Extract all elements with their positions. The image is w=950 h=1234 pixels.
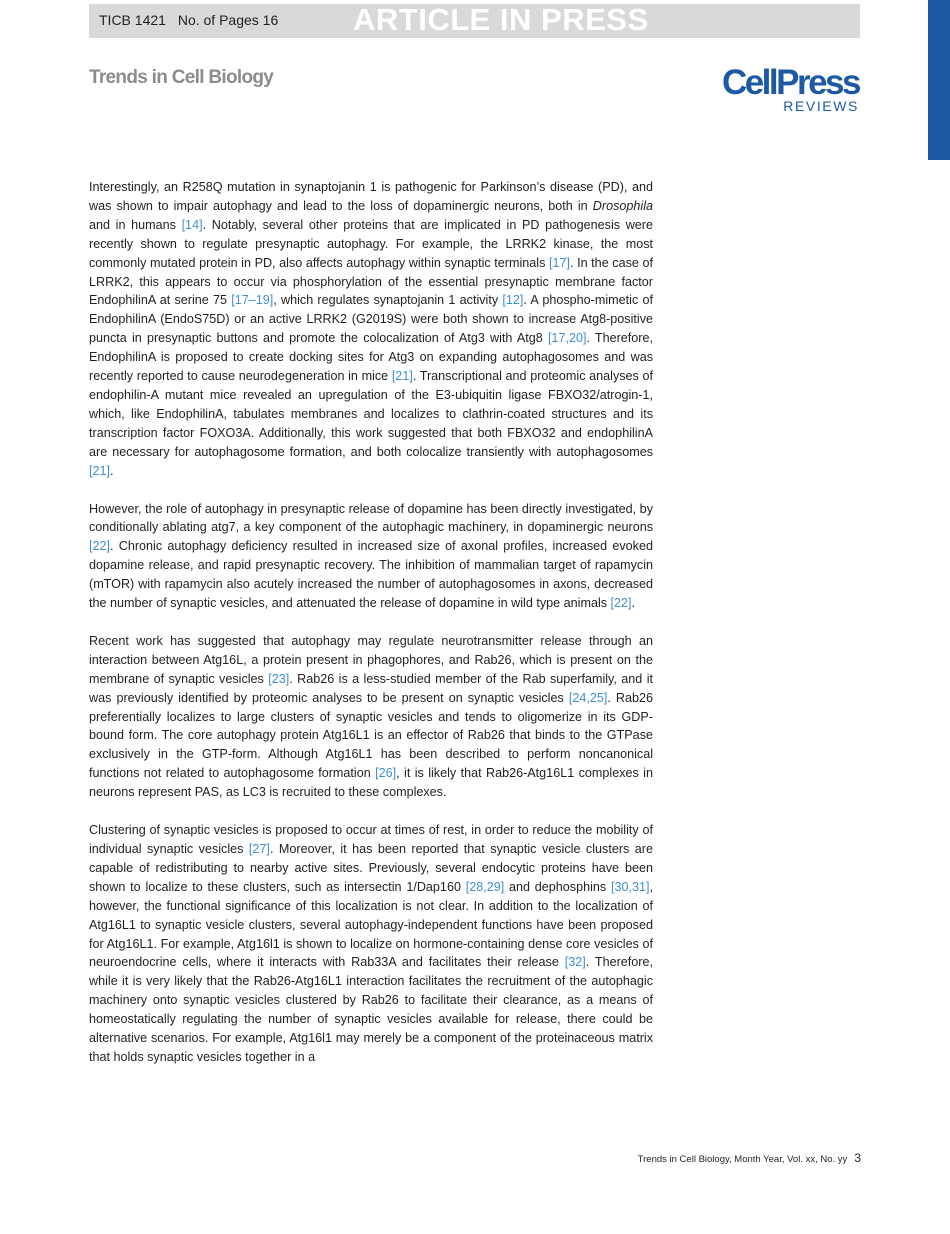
cellpress-logo [699,63,859,114]
text-run: . A phospho-mimetic of EndophilinA (EndoS75D) or an active LRRK2 (G2019S) were both shown to increase Atg8-positive puncta in presynaptic buttons and promote the colocalization of Atg3 with Atg8 [89,293,653,346]
article-status-banner [89,4,860,38]
text-run: . [631,596,636,611]
article-body [89,178,653,1086]
page-number: 3 [854,1151,861,1165]
italic-term: Drosophila [592,198,653,213]
text-run: Recent work has suggested that autophagy may regulate neurotransmitter release through an interaction between Atg16L, a protein present in phagophores, and Rab26, which is present on the membrane of synaptic vesicles [89,633,653,686]
citation-link[interactable]: [32] [564,955,586,970]
citation-link[interactable]: [17] [548,255,570,270]
footer-citation: Trends in Cell Biology, Month Year, Vol. xx, No. yy [637,1154,848,1165]
paragraph [89,821,653,1067]
side-color-tab [928,0,950,160]
citation-link[interactable]: [17,20] [547,331,587,346]
article-in-press-label: ARTICLE IN PRESS [353,2,649,37]
text-run: . Rab26 is a less-studied member of the Rab superfamily, and it was previously identified by proteomic analyses to be present on synaptic vesicles [89,671,653,705]
paragraph [89,500,653,613]
text-run: . Notably, several other proteins that are implicated in PD pathogenesis were recently shown to regulate presynaptic autophagy. For example, the LRRK2 kinase, the most commonly mutated protein in PD, also affects autophagy within synaptic terminals [89,217,653,270]
citation-link[interactable]: [30,31] [610,879,650,894]
text-run: . Rab26 preferentially localizes to large clusters of synaptic vesicles and tends to oligomerize in its GDP-bound form. The core autophagy protein Atg16L1 is an effector of Rab26 that binds to the GTPase exclusively in the GTP-form. Although Atg16L1 has been described to perform noncanonical functions not related to autophagosome formation [89,690,653,781]
citation-link[interactable]: [23] [268,671,290,686]
citation-link[interactable]: [26] [375,766,397,781]
journal-title: Trends in Cell Biology [89,67,274,88]
manuscript-code: TICB 1421 [99,12,166,28]
citation-link[interactable]: [28,29] [465,879,505,894]
citation-link[interactable]: [17–19] [231,293,274,308]
citation-link[interactable]: [14] [181,217,203,232]
text-run: . Therefore, EndophilinA is proposed to create docking sites for Atg3 on expanding autophagosomes and was recently reported to cause neurodegeneration in mice [89,331,653,384]
text-run: . Transcriptional and proteomic analyses of endophilin-A mutant mice revealed an upregulation of the E3-ubiquitin ligase FBXO32/atrogin-1, which, like EndophilinA, tabulates membranes and localizes to clathrin-coated structures and its transcription factor FOXO3A. Additionally, this work suggested that both FBXO32 and endophilinA are necessary for autophagosome formation, and both colocalize transiently with autophagosomes [89,369,654,459]
paragraph [89,178,653,481]
citation-link[interactable]: [27] [248,842,270,856]
text-run: . In the case of LRRK2, this appears to occur via phosphorylation of the essential presynaptic membrane factor EndophilinA at serine 75 [89,255,653,308]
citation-link[interactable]: [21] [391,369,413,384]
citation-link[interactable]: [22] [610,596,632,611]
logo-subtitle: REVIEWS [783,98,859,114]
text-run: However, the role of autophagy in presynaptic release of dopamine has been directly investigated, by conditionally ablating atg7, a key component of the autophagic machinery, in dopaminergic neurons [89,501,653,535]
paragraph [89,632,653,802]
citation-link[interactable]: [24,25] [568,690,608,705]
text-run: . Moreover, it has been reported that synaptic vesicle clusters are capable of redistributing to nearby active sites. Previously, several endocytic proteins have been shown to localize to these clusters, such as intersectin 1/Dap160 [89,842,653,894]
text-run: and dephosphins [504,879,611,894]
text-run: , which regulates synaptojanin 1 activity [273,293,503,308]
text-run: and in humans [89,217,182,232]
text-run: . Therefore, while it is very likely that the Rab26-Atg16L1 interaction facilitates the recruitment of the autophagic machinery onto synaptic vesicles clustered by Rab26 to facilitate their clearance, as a means of homeostatically regulating the number of synaptic vesicles available for release, there could be alternative scenarios. For example, Atg16l1 may merely be a component of the proteinaceous matrix that holds synaptic vesicles together in a [89,955,653,1064]
text-run: Clustering of synaptic vesicles is proposed to occur at times of rest, in order to reduce the mobility of individual synaptic vesicles [89,823,653,856]
text-run: . [110,463,114,478]
citation-link[interactable]: [21] [89,463,111,478]
page-footer [638,1151,861,1165]
citation-link[interactable]: [12] [502,293,524,308]
text-run: , however, the functional significance of this localization is not clear. In addition to the localization of Atg16L1 to synaptic vesicle clusters, several autophagy-independent functions have been proposed for Atg16L1. For example, Atg16l1 is shown to localize on hormone-containing dense core vesicles of neuroendocrine cells, where it interacts with Rab33A and facilitates their release [89,879,653,970]
page-count: No. of Pages 16 [177,12,279,28]
manuscript-info [99,12,286,28]
text-run: , it is likely that Rab26-Atg16L1 complexes in neurons represent PAS, as LC3 is recruited to these complexes. [89,766,653,800]
logo-wordmark: CellPress [721,63,859,102]
text-run: . Chronic autophagy deficiency resulted in increased size of axonal profiles, increased evoked dopamine release, and rapid presynaptic recovery. The inhibition of mammalian target of rapamycin (mTOR) with rapamycin also acutely increased the number of autophagosomes in axons, decreased the number of synaptic vesicles, and attenuated the release of dopamine in wild type animals [89,539,653,611]
text-run: Interestingly, an R258Q mutation in synaptojanin 1 is pathogenic for Parkinson’s disease (PD), and was shown to impair autophagy and lead to the loss of dopaminergic neurons, both in [89,180,653,213]
citation-link[interactable]: [22] [89,539,111,554]
